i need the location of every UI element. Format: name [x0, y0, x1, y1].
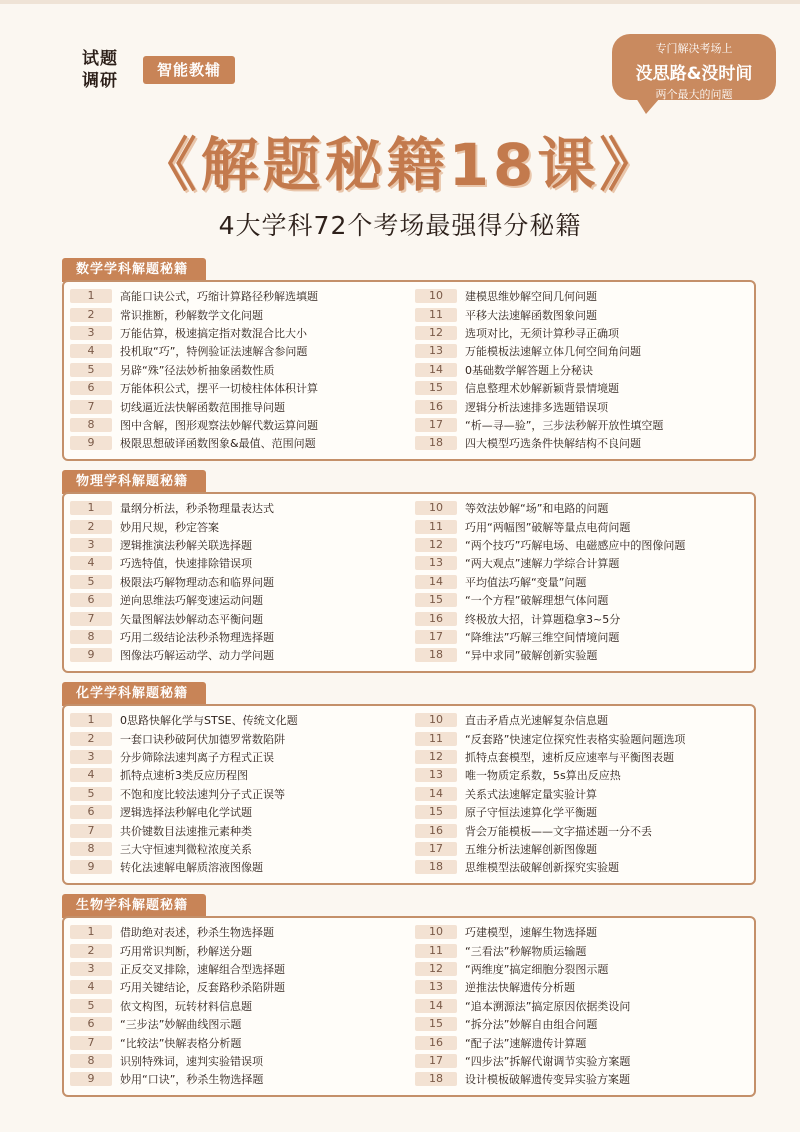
- list-item: [415, 923, 748, 941]
- left-column: [70, 711, 403, 877]
- item-text: “拆分法”妙解自由组合问题: [465, 1018, 598, 1032]
- item-number: 5: [70, 787, 112, 801]
- item-text: “两个技巧”巧解电场、电磁感应中的图像问题: [465, 538, 686, 552]
- item-text: “异中求同”破解创新实验题: [465, 649, 598, 663]
- item-text: “三看法”秒解物质运输题: [465, 944, 587, 958]
- list-item: [415, 379, 748, 397]
- list-item: [70, 499, 403, 517]
- list-item: [70, 646, 403, 664]
- list-item: [70, 803, 403, 821]
- section-list: [62, 916, 756, 1097]
- item-number: 9: [70, 1072, 112, 1086]
- list-item: [70, 1052, 403, 1070]
- item-number: 10: [415, 501, 457, 515]
- list-item: [70, 923, 403, 941]
- list-item: [415, 960, 748, 978]
- list-item: [415, 711, 748, 729]
- item-number: 8: [70, 1054, 112, 1068]
- list-item: [415, 517, 748, 535]
- item-number: 11: [415, 732, 457, 746]
- item-text: 矢量图解法妙解动态平衡问题: [120, 612, 263, 626]
- item-number: 15: [415, 381, 457, 395]
- item-text: 平移大法速解函数图象问题: [465, 308, 597, 322]
- item-text: “反套路”快速定位探究性表格实验题问题选项: [465, 732, 686, 746]
- list-item: [415, 628, 748, 646]
- speech-bubble: [612, 34, 776, 100]
- item-text: 建模思维妙解空间几何问题: [465, 290, 597, 304]
- item-text: 逆向思维法巧解变速运动问题: [120, 594, 263, 608]
- item-number: 11: [415, 308, 457, 322]
- item-text: 巧建模型，速解生物选择题: [465, 926, 597, 940]
- list-item: [70, 785, 403, 803]
- item-number: 17: [415, 842, 457, 856]
- item-number: 3: [70, 326, 112, 340]
- item-number: 7: [70, 612, 112, 626]
- item-text: 终极放大招，计算题稳拿3~5分: [465, 612, 621, 626]
- item-number: 2: [70, 732, 112, 746]
- section-list: [62, 280, 756, 461]
- item-text: 0基础数学解答题上分秘诀: [465, 363, 593, 377]
- item-text: 量纲分析法，秒杀物理量表达式: [120, 502, 274, 516]
- item-text: 共价键数目法速推元素种类: [120, 824, 252, 838]
- list-item: [415, 397, 748, 415]
- list-item: [70, 573, 403, 591]
- item-number: 15: [415, 593, 457, 607]
- list-item: [415, 858, 748, 876]
- item-number: 16: [415, 824, 457, 838]
- list-item: [415, 729, 748, 747]
- item-text: “配子法”速解遗传计算题: [465, 1036, 587, 1050]
- item-number: 13: [415, 344, 457, 358]
- item-text: “一个方程”破解理想气体问题: [465, 594, 609, 608]
- list-item: [70, 628, 403, 646]
- page-title: 《解题秘籍18课》: [138, 131, 662, 199]
- item-text: 唯一物质定系数，5s算出反应热: [465, 769, 621, 783]
- item-number: 18: [415, 1072, 457, 1086]
- item-text: 逻辑推演法秒解关联选择题: [120, 538, 252, 552]
- item-number: 4: [70, 344, 112, 358]
- item-number: 8: [70, 630, 112, 644]
- item-number: 2: [70, 308, 112, 322]
- item-number: 10: [415, 713, 457, 727]
- item-text: 巧用关键结论，反套路秒杀陷阱题: [120, 981, 285, 995]
- item-number: 15: [415, 805, 457, 819]
- right-column: [415, 711, 748, 877]
- item-text: “三步法”妙解曲线图示题: [120, 1018, 242, 1032]
- item-number: 11: [415, 944, 457, 958]
- list-item: [70, 342, 403, 360]
- item-text: 直击矛盾点光速解复杂信息题: [465, 714, 608, 728]
- item-number: 13: [415, 768, 457, 782]
- list-item: [415, 766, 748, 784]
- list-item: [70, 960, 403, 978]
- list-item: [415, 434, 748, 452]
- item-text: 另辟“殊”径法妙析抽象函数性质: [120, 363, 275, 377]
- list-item: [415, 840, 748, 858]
- item-number: 2: [70, 944, 112, 958]
- item-text: 逻辑分析法速排多选题错误项: [465, 400, 608, 414]
- brand-line-2: 调研: [82, 71, 118, 91]
- item-number: 9: [70, 648, 112, 662]
- list-item: [415, 1070, 748, 1088]
- list-item: [70, 941, 403, 959]
- left-column: [70, 499, 403, 665]
- section-title: 生物学科解题秘籍: [62, 894, 206, 918]
- item-number: 6: [70, 805, 112, 819]
- left-column: [70, 923, 403, 1089]
- item-number: 8: [70, 418, 112, 432]
- item-text: 常识推断，秒解数学文化问题: [120, 308, 263, 322]
- item-text: 选项对比，无须计算秒寻正确项: [465, 326, 619, 340]
- list-item: [70, 711, 403, 729]
- list-item: [415, 554, 748, 572]
- item-text: 万能体积公式，摆平一切棱柱体体积计算: [120, 382, 318, 396]
- item-text: 等效法妙解“场”和电路的问题: [465, 502, 609, 516]
- list-item: [415, 821, 748, 839]
- item-number: 18: [415, 436, 457, 450]
- list-item: [70, 729, 403, 747]
- item-number: 8: [70, 842, 112, 856]
- item-text: 不饱和度比较法速判分子式正误等: [120, 787, 285, 801]
- section-2: [62, 470, 756, 673]
- item-number: 14: [415, 363, 457, 377]
- item-number: 9: [70, 436, 112, 450]
- item-text: 巧用“两幅图”破解等量点电荷问题: [465, 520, 631, 534]
- item-number: 3: [70, 538, 112, 552]
- list-item: [70, 305, 403, 323]
- item-number: 17: [415, 630, 457, 644]
- item-text: 依文构图，玩转材料信息题: [120, 999, 252, 1013]
- item-number: 16: [415, 400, 457, 414]
- item-text: 原子守恒法速算化学平衡题: [465, 806, 597, 820]
- list-item: [70, 997, 403, 1015]
- item-number: 4: [70, 980, 112, 994]
- list-item: [70, 858, 403, 876]
- list-item: [70, 1033, 403, 1051]
- list-item: [70, 821, 403, 839]
- item-text: 投机取“巧”，特例验证法速解含参问题: [120, 345, 308, 359]
- item-number: 4: [70, 556, 112, 570]
- item-number: 10: [415, 925, 457, 939]
- section-title: 数学学科解题秘籍: [62, 258, 206, 282]
- list-item: [415, 1052, 748, 1070]
- list-item: [70, 978, 403, 996]
- item-number: 13: [415, 556, 457, 570]
- item-text: 万能估算，极速搞定指对数混合比大小: [120, 326, 307, 340]
- page-subtitle: 4大学科72个考场最强得分秘籍: [218, 211, 582, 240]
- item-text: 关系式法速解定量实验计算: [465, 787, 597, 801]
- list-item: [415, 941, 748, 959]
- list-item: [70, 1015, 403, 1033]
- list-item: [70, 397, 403, 415]
- item-number: 1: [70, 289, 112, 303]
- item-text: 抓特点速析3类反应历程图: [120, 769, 248, 783]
- item-text: 逆推法快解遗传分析题: [465, 981, 575, 995]
- item-text: 思维模型法破解创新探究实验题: [465, 861, 619, 875]
- list-item: [415, 591, 748, 609]
- item-text: 平均值法巧解“变量”问题: [465, 575, 587, 589]
- item-number: 7: [70, 400, 112, 414]
- category-badge: 智能教辅: [143, 56, 235, 84]
- item-text: “两大观点”速解力学综合计算题: [465, 557, 620, 571]
- item-number: 12: [415, 538, 457, 552]
- item-number: 14: [415, 999, 457, 1013]
- list-item: [415, 573, 748, 591]
- list-item: [415, 324, 748, 342]
- item-text: 0思路快解化学与STSE、传统文化题: [120, 714, 298, 728]
- list-item: [415, 748, 748, 766]
- list-item: [70, 324, 403, 342]
- item-text: 图中含解，图形观察法妙解代数运算问题: [120, 418, 318, 432]
- bubble-line-3: 两个最大的问题: [655, 88, 733, 101]
- list-item: [70, 361, 403, 379]
- item-text: 一套口诀秒破阿伏加德罗常数陷阱: [120, 732, 285, 746]
- item-text: 设计模板破解遗传变异实验方案题: [465, 1073, 630, 1087]
- item-number: 1: [70, 501, 112, 515]
- list-item: [70, 748, 403, 766]
- item-number: 5: [70, 999, 112, 1013]
- item-text: 五维分析法速解创新图像题: [465, 842, 597, 856]
- item-text: “比较法”快解表格分析题: [120, 1036, 242, 1050]
- top-border: [0, 0, 800, 4]
- item-number: 2: [70, 520, 112, 534]
- section-1: [62, 258, 756, 461]
- left-column: [70, 287, 403, 453]
- section-title: 化学学科解题秘籍: [62, 682, 206, 706]
- right-column: [415, 287, 748, 453]
- item-text: 切线逼近法快解函数范围推导问题: [120, 400, 285, 414]
- list-item: [70, 517, 403, 535]
- list-item: [70, 1070, 403, 1088]
- list-item: [70, 416, 403, 434]
- item-number: 3: [70, 750, 112, 764]
- item-text: 妙用尺规，秒定答案: [120, 520, 219, 534]
- bubble-line-2: 没思路&没时间: [635, 64, 753, 84]
- item-number: 17: [415, 418, 457, 432]
- item-number: 16: [415, 612, 457, 626]
- item-number: 10: [415, 289, 457, 303]
- item-text: 巧选特值，快速排除错误项: [120, 557, 252, 571]
- item-text: 抓特点套模型，速析反应速率与平衡图表题: [465, 750, 674, 764]
- item-number: 6: [70, 1017, 112, 1031]
- item-text: 图像法巧解运动学、动力学问题: [120, 649, 274, 663]
- list-item: [70, 591, 403, 609]
- list-item: [415, 499, 748, 517]
- item-number: 5: [70, 575, 112, 589]
- item-text: 极限法巧解物理动态和临界问题: [120, 575, 274, 589]
- item-text: “四步法”拆解代谢调节实验方案题: [465, 1054, 631, 1068]
- list-item: [415, 361, 748, 379]
- item-number: 16: [415, 1036, 457, 1050]
- item-number: 1: [70, 925, 112, 939]
- item-number: 13: [415, 980, 457, 994]
- section-4: [62, 894, 756, 1097]
- right-column: [415, 923, 748, 1089]
- item-text: “降维法”巧解三维空间情境问题: [465, 630, 620, 644]
- item-number: 6: [70, 381, 112, 395]
- list-item: [70, 434, 403, 452]
- list-item: [70, 766, 403, 784]
- section-3: [62, 682, 756, 885]
- item-number: 9: [70, 860, 112, 874]
- item-text: 四大模型巧选条件快解结构不良问题: [465, 437, 641, 451]
- item-text: 信息整理术妙解新颖背景情境题: [465, 382, 619, 396]
- list-item: [70, 609, 403, 627]
- right-column: [415, 499, 748, 665]
- item-number: 7: [70, 824, 112, 838]
- item-number: 18: [415, 860, 457, 874]
- item-text: 借助绝对表述，秒杀生物选择题: [120, 926, 274, 940]
- item-number: 7: [70, 1036, 112, 1050]
- list-item: [415, 785, 748, 803]
- list-item: [415, 609, 748, 627]
- list-item: [415, 287, 748, 305]
- list-item: [415, 997, 748, 1015]
- list-item: [70, 536, 403, 554]
- item-text: 分步筛除法速判离子方程式正误: [120, 750, 274, 764]
- item-number: 17: [415, 1054, 457, 1068]
- item-number: 18: [415, 648, 457, 662]
- list-item: [415, 1015, 748, 1033]
- list-item: [415, 978, 748, 996]
- list-item: [415, 803, 748, 821]
- list-item: [70, 840, 403, 858]
- item-number: 14: [415, 575, 457, 589]
- item-number: 12: [415, 326, 457, 340]
- list-item: [415, 1033, 748, 1051]
- item-text: 背会万能模板——文字描述题一分不丢: [465, 824, 652, 838]
- section-title: 物理学科解题秘籍: [62, 470, 206, 494]
- item-number: 3: [70, 962, 112, 976]
- item-number: 4: [70, 768, 112, 782]
- list-item: [70, 379, 403, 397]
- item-text: 巧用常识判断，秒解送分题: [120, 944, 252, 958]
- item-text: 三大守恒速判微粒浓度关系: [120, 842, 252, 856]
- item-text: “析—寻—验”，三步法秒解开放性填空题: [465, 418, 664, 432]
- list-item: [415, 416, 748, 434]
- item-text: 巧用二级结论法秒杀物理选择题: [120, 630, 274, 644]
- list-item: [415, 646, 748, 664]
- list-item: [70, 287, 403, 305]
- section-list: [62, 492, 756, 673]
- item-number: 6: [70, 593, 112, 607]
- item-number: 5: [70, 363, 112, 377]
- item-text: 转化法速解电解质溶液图像题: [120, 861, 263, 875]
- item-text: “追本溯源法”搞定原因依据类设问: [465, 999, 631, 1013]
- brand-logo: [76, 48, 124, 92]
- item-text: 逻辑选择法秒解电化学试题: [120, 806, 252, 820]
- item-text: 识别特殊词，速判实验错误项: [120, 1054, 263, 1068]
- list-item: [415, 342, 748, 360]
- item-text: 妙用“口诀”，秒杀生物选择题: [120, 1073, 264, 1087]
- list-item: [415, 305, 748, 323]
- item-number: 1: [70, 713, 112, 727]
- item-text: “两维度”搞定细胞分裂图示题: [465, 962, 609, 976]
- item-number: 11: [415, 520, 457, 534]
- item-text: 极限思想破译函数图象&最值、范围问题: [120, 437, 316, 451]
- bubble-line-1: 专门解决考场上: [655, 42, 733, 55]
- list-item: [70, 554, 403, 572]
- section-list: [62, 704, 756, 885]
- item-text: 万能模板法速解立体几何空间角问题: [465, 345, 641, 359]
- item-number: 12: [415, 750, 457, 764]
- list-item: [415, 536, 748, 554]
- item-number: 14: [415, 787, 457, 801]
- item-number: 15: [415, 1017, 457, 1031]
- item-text: 正反交叉排除，速解组合型选择题: [120, 962, 285, 976]
- item-text: 高能口诀公式，巧缩计算路径秒解选填题: [120, 290, 318, 304]
- item-number: 12: [415, 962, 457, 976]
- brand-line-1: 试题: [82, 49, 118, 69]
